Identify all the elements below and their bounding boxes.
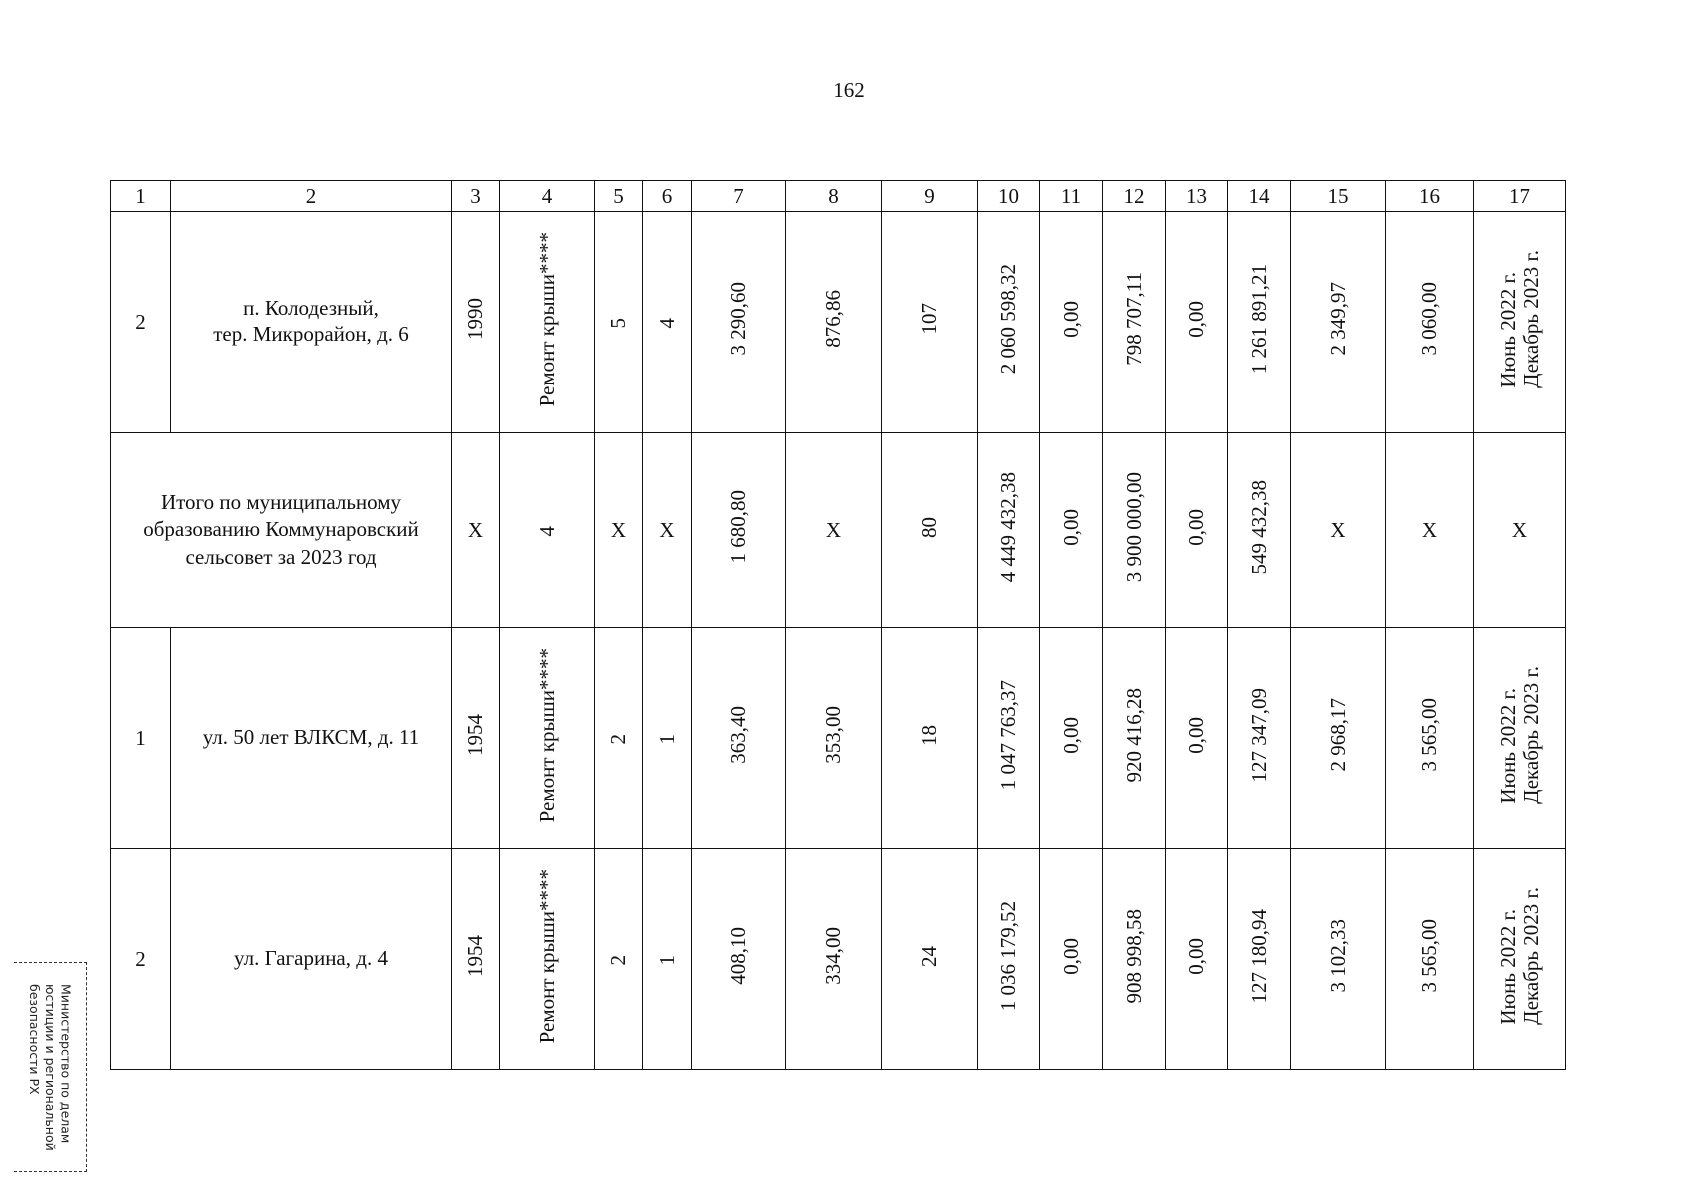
period-cell bbox=[1474, 849, 1566, 1070]
address-text: ул. Гагарина, д. 4 bbox=[234, 946, 388, 971]
value-10: 2 060 598,32 bbox=[996, 263, 1021, 375]
column-header: 13 bbox=[1166, 181, 1228, 212]
year-cell bbox=[452, 849, 500, 1070]
period-end: Декабрь 2023 г. bbox=[1518, 666, 1543, 804]
work-type-value: Ремонт крыши**** bbox=[534, 868, 559, 1044]
cell-11 bbox=[1040, 628, 1103, 849]
table-row bbox=[111, 849, 1566, 1070]
value-6: 1 bbox=[654, 734, 679, 745]
cell-16 bbox=[1386, 433, 1474, 628]
cell-6 bbox=[643, 212, 692, 433]
value-8: 876,86 bbox=[821, 290, 846, 348]
value-16: 3 565,00 bbox=[1417, 919, 1442, 993]
year-cell bbox=[452, 628, 500, 849]
value-9: 18 bbox=[917, 724, 942, 746]
value-11: 0,00 bbox=[1058, 937, 1083, 975]
value-14: 127 347,09 bbox=[1246, 687, 1271, 783]
value-15: 3 102,33 bbox=[1325, 919, 1350, 993]
column-header: 2 bbox=[171, 181, 452, 212]
cell-16 bbox=[1386, 628, 1474, 849]
cell-8 bbox=[786, 849, 882, 1070]
cell-10 bbox=[978, 212, 1040, 433]
value-7: 408,10 bbox=[726, 927, 751, 985]
work-type-cell bbox=[500, 433, 595, 628]
cell-11 bbox=[1040, 212, 1103, 433]
total-label-cell bbox=[111, 433, 452, 628]
cell-15 bbox=[1291, 212, 1386, 433]
cell-11 bbox=[1040, 433, 1103, 628]
total-row bbox=[111, 433, 1566, 628]
column-header: 1 bbox=[111, 181, 171, 212]
value-8: 334,00 bbox=[821, 927, 846, 985]
stamp-text: Министерство по делам юстиции и региональной безопасности РХ bbox=[27, 983, 74, 1151]
value-17: Х bbox=[1511, 517, 1528, 542]
value-12: 3 900 000,00 bbox=[1121, 471, 1146, 583]
value-10: 1 036 179,52 bbox=[996, 900, 1021, 1012]
value-10: 1 047 763,37 bbox=[996, 679, 1021, 791]
column-header: 8 bbox=[786, 181, 882, 212]
period-cell bbox=[1474, 433, 1566, 628]
cell-9 bbox=[882, 849, 978, 1070]
cell-15 bbox=[1291, 849, 1386, 1070]
cell-7 bbox=[692, 849, 786, 1070]
work-type-value: Ремонт крыши**** bbox=[534, 647, 559, 823]
value-9: 107 bbox=[917, 303, 942, 335]
value-8: Х bbox=[825, 517, 842, 542]
cell-16 bbox=[1386, 212, 1474, 433]
value-11: 0,00 bbox=[1058, 508, 1083, 546]
cell-10 bbox=[978, 849, 1040, 1070]
cell-8 bbox=[786, 212, 882, 433]
cell-8 bbox=[786, 628, 882, 849]
cell-5 bbox=[595, 628, 643, 849]
column-header: 10 bbox=[978, 181, 1040, 212]
column-header: 11 bbox=[1040, 181, 1103, 212]
value-6: 4 bbox=[654, 318, 679, 329]
value-12: 920 416,28 bbox=[1121, 687, 1146, 783]
cell-11 bbox=[1040, 849, 1103, 1070]
value-13: 0,00 bbox=[1184, 508, 1209, 546]
value-5: 2 bbox=[606, 955, 631, 966]
table-row bbox=[111, 628, 1566, 849]
year-value: 1990 bbox=[463, 298, 488, 340]
cell-16 bbox=[1386, 849, 1474, 1070]
year-cell bbox=[452, 433, 500, 628]
page-number: 162 bbox=[833, 78, 865, 102]
column-header: 12 bbox=[1103, 181, 1166, 212]
address-cell bbox=[171, 212, 452, 433]
cell-7 bbox=[692, 433, 786, 628]
value-14: 1 261 891,21 bbox=[1246, 263, 1271, 375]
column-header: 14 bbox=[1228, 181, 1291, 212]
value-13: 0,00 bbox=[1184, 300, 1209, 338]
period-start: Июнь 2022 г. bbox=[1495, 909, 1520, 1025]
cell-13 bbox=[1166, 628, 1228, 849]
work-type-cell bbox=[500, 212, 595, 433]
period-end: Декабрь 2023 г. bbox=[1518, 887, 1543, 1025]
address-cell bbox=[171, 849, 452, 1070]
address-text: п. Колодезный, тер. Микрорайон, д. 6 bbox=[213, 296, 409, 346]
cell-14 bbox=[1228, 849, 1291, 1070]
value-7: 1 680,80 bbox=[726, 490, 751, 564]
cell-10 bbox=[978, 628, 1040, 849]
ministry-stamp bbox=[14, 962, 87, 1172]
value-9: 80 bbox=[917, 516, 942, 538]
year-value: 1954 bbox=[463, 714, 488, 756]
value-7: 3 290,60 bbox=[726, 282, 751, 356]
year-value: 1954 bbox=[463, 935, 488, 977]
cell-12 bbox=[1103, 433, 1166, 628]
period-start: Июнь 2022 г. bbox=[1495, 688, 1520, 804]
value-6: Х bbox=[659, 517, 675, 542]
value-13: 0,00 bbox=[1184, 716, 1209, 754]
value-8: 353,00 bbox=[821, 706, 846, 764]
total-label: Итого по муниципальному образованию Коммунаровский сельсовет за 2023 год bbox=[143, 490, 419, 569]
value-9: 24 bbox=[917, 945, 942, 967]
value-6: 1 bbox=[654, 955, 679, 966]
value-15: Х bbox=[1330, 517, 1346, 542]
cell-7 bbox=[692, 628, 786, 849]
value-12: 798 707,11 bbox=[1121, 272, 1146, 366]
column-header: 5 bbox=[595, 181, 643, 212]
cell-15 bbox=[1291, 628, 1386, 849]
cell-6 bbox=[643, 628, 692, 849]
cell-5 bbox=[595, 212, 643, 433]
cell-12 bbox=[1103, 849, 1166, 1070]
work-type-value: Ремонт крыши**** bbox=[534, 231, 559, 407]
value-12: 908 998,58 bbox=[1121, 908, 1146, 1004]
value-5: 2 bbox=[606, 734, 631, 745]
cell-6 bbox=[643, 433, 692, 628]
column-header: 16 bbox=[1386, 181, 1474, 212]
value-5: Х bbox=[610, 517, 627, 542]
column-header: 9 bbox=[882, 181, 978, 212]
column-header: 7 bbox=[692, 181, 786, 212]
value-15: 2 968,17 bbox=[1325, 698, 1350, 772]
cell-14 bbox=[1228, 433, 1291, 628]
value-7: 363,40 bbox=[726, 706, 751, 764]
column-header: 6 bbox=[643, 181, 692, 212]
column-header: 3 bbox=[452, 181, 500, 212]
value-16: Х bbox=[1421, 517, 1438, 542]
table-row bbox=[111, 212, 1566, 433]
cell-15 bbox=[1291, 433, 1386, 628]
value-16: 3 060,00 bbox=[1417, 282, 1442, 356]
column-header: 4 bbox=[500, 181, 595, 212]
cell-8 bbox=[786, 433, 882, 628]
cell-13 bbox=[1166, 849, 1228, 1070]
row-number: 2 bbox=[111, 212, 171, 433]
value-11: 0,00 bbox=[1058, 716, 1083, 754]
cell-13 bbox=[1166, 433, 1228, 628]
work-type-cell bbox=[500, 628, 595, 849]
cell-6 bbox=[643, 849, 692, 1070]
period-cell bbox=[1474, 212, 1566, 433]
work-count-value: 4 bbox=[534, 526, 559, 537]
column-header: 17 bbox=[1474, 181, 1566, 212]
value-10: 4 449 432,38 bbox=[996, 471, 1021, 583]
address-text: ул. 50 лет ВЛКСМ, д. 11 bbox=[202, 725, 420, 750]
cell-7 bbox=[692, 212, 786, 433]
cell-5 bbox=[595, 433, 643, 628]
cell-12 bbox=[1103, 212, 1166, 433]
value-13: 0,00 bbox=[1184, 937, 1209, 975]
capital-repair-table bbox=[110, 180, 1566, 1070]
value-11: 0,00 bbox=[1058, 300, 1083, 338]
period-start: Июнь 2022 г. bbox=[1495, 272, 1520, 388]
year-value: Х bbox=[467, 517, 484, 542]
year-cell bbox=[452, 212, 500, 433]
cell-12 bbox=[1103, 628, 1166, 849]
column-number-row bbox=[111, 181, 1566, 212]
value-15: 2 349,97 bbox=[1325, 282, 1350, 356]
cell-13 bbox=[1166, 212, 1228, 433]
cell-10 bbox=[978, 433, 1040, 628]
value-14: 127 180,94 bbox=[1246, 908, 1271, 1004]
cell-9 bbox=[882, 628, 978, 849]
cell-9 bbox=[882, 212, 978, 433]
work-type-cell bbox=[500, 849, 595, 1070]
address-cell bbox=[171, 628, 452, 849]
value-5: 5 bbox=[606, 318, 631, 329]
period-cell bbox=[1474, 628, 1566, 849]
column-header: 15 bbox=[1291, 181, 1386, 212]
cell-14 bbox=[1228, 628, 1291, 849]
cell-9 bbox=[882, 433, 978, 628]
value-14: 549 432,38 bbox=[1246, 479, 1271, 575]
row-number: 1 bbox=[111, 628, 171, 849]
period-end: Декабрь 2023 г. bbox=[1518, 250, 1543, 388]
cell-5 bbox=[595, 849, 643, 1070]
value-16: 3 565,00 bbox=[1417, 698, 1442, 772]
row-number: 2 bbox=[111, 849, 171, 1070]
cell-14 bbox=[1228, 212, 1291, 433]
